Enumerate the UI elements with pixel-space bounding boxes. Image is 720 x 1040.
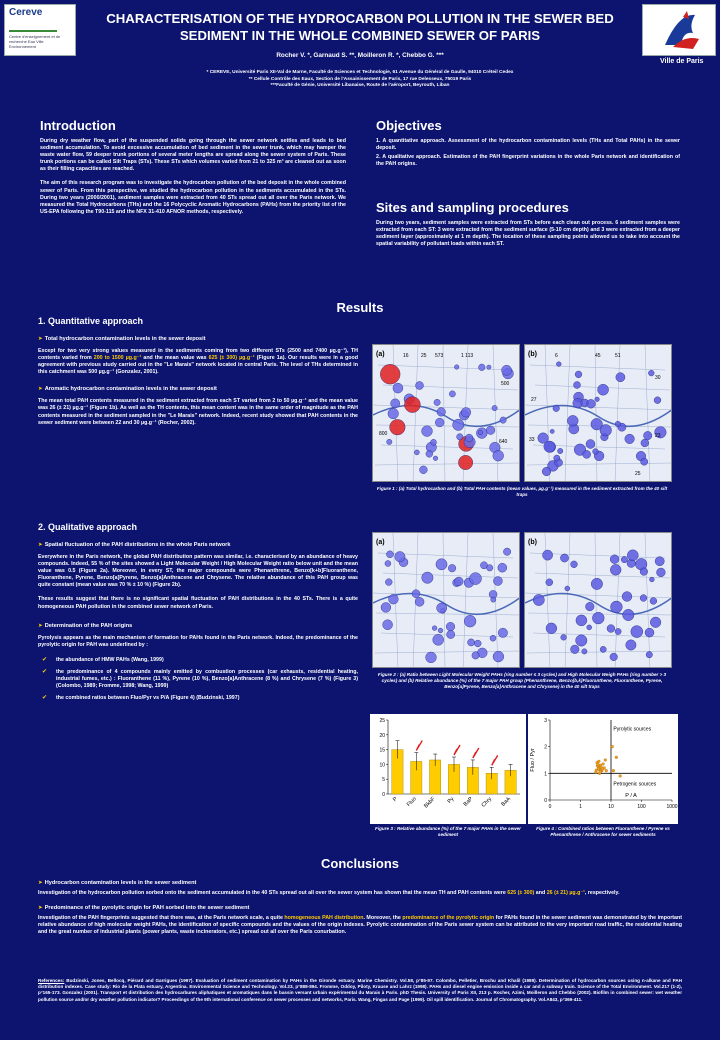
poster-title — [90, 10, 630, 44]
conclusions-title: Conclusions — [320, 856, 399, 871]
map-marker — [583, 450, 591, 458]
map-marker — [622, 592, 632, 602]
map-marker — [600, 425, 612, 437]
objectives-title: Objectives — [376, 118, 442, 133]
x-tick-label: 10 — [608, 804, 614, 810]
figure-4-svg — [528, 714, 678, 824]
map-marker — [387, 439, 392, 444]
quantitative-section — [38, 316, 358, 427]
map-marker — [502, 365, 512, 375]
introduction-title: Introduction — [40, 118, 116, 133]
conclusion-subhead-2 — [38, 905, 682, 911]
data-point — [615, 756, 618, 759]
affiliation-1: * CEREVE, Université Paris XII-Val de Marne, Faculté de Sciences et Technologie, 61 Avenue du Général de Gaulle, 94010 Créteil Cedex — [206, 70, 514, 75]
map-marker — [593, 449, 599, 455]
fig1a-value: 25 — [421, 353, 427, 359]
data-point — [599, 771, 602, 774]
checklist-item-text: the combined ratios between Fluo/Pyr vs P/A (Figure 4) (Budzinski, 1997) — [56, 695, 240, 702]
map-marker — [650, 598, 657, 605]
check-icon: ✔ — [42, 695, 48, 702]
fig1b-value: 27 — [531, 397, 537, 403]
data-point — [596, 763, 599, 766]
map-marker — [381, 603, 391, 613]
map-marker — [576, 635, 587, 646]
x-tick-label: Chry — [480, 796, 494, 809]
map-marker — [385, 561, 391, 567]
map-marker — [657, 568, 666, 577]
map-marker — [542, 467, 551, 476]
objectives-section — [376, 118, 680, 168]
map-marker — [641, 458, 648, 465]
arrow-icon: ➤ — [38, 880, 43, 886]
map-marker — [595, 397, 600, 402]
quantitative-title: 1. Quantitative approach — [38, 316, 144, 326]
map-marker — [550, 429, 554, 433]
conclusion-subhead-1-text: Hydrocarbon contamination levels in the sewer sediment — [44, 880, 197, 886]
conclusion-2-text-b: . Moreover, the — [363, 915, 403, 922]
map-marker — [587, 399, 596, 408]
map-marker — [420, 466, 428, 474]
figure-2b-label: (b) — [528, 539, 537, 546]
map-marker — [615, 421, 621, 427]
conclusion-1-highlight-th: 625 (± 300) — [507, 890, 535, 896]
x-tick-label: BkbF — [423, 796, 437, 810]
map-marker — [616, 373, 625, 382]
conclusion-1-highlight-pah: 26 (± 21) µg.g⁻¹ — [546, 890, 585, 896]
fig1b-value: 6 — [555, 353, 558, 359]
map-marker — [574, 382, 581, 389]
map-marker — [533, 594, 544, 605]
origins-paragraph: Pyrolysis appears as the main mechanism of formation for PAHs found in the Paris network. Indeed, the predominance of the pyrolytic origin for PAH was underlined by : — [38, 634, 358, 648]
map-marker — [486, 426, 495, 435]
map-marker — [454, 577, 463, 586]
map-marker — [498, 563, 507, 572]
map-marker — [546, 623, 557, 634]
cereve-logo-wave — [9, 20, 57, 32]
y-tick-label: 5 — [382, 777, 385, 784]
map-marker — [556, 362, 561, 367]
map-marker — [487, 365, 491, 369]
sites-paragraph: During two years, sediment samples were extracted from STs before each clean out process. 6 sediment samples were extracted from each ST: 3 were extracted from the sediment surface (5-10 cm depth) and 3 were extracted from a deeper sediment layer (approximately at 1 m depth). The location of these sampling points allowed us to take into account the spatial variability of pollutant loads within each ST. — [376, 220, 680, 248]
map-marker — [422, 426, 433, 437]
conclusions-section — [38, 880, 682, 936]
fig1a-value: 800 — [379, 431, 388, 437]
map-marker — [607, 625, 615, 633]
map-marker — [385, 579, 392, 586]
petrogenic-sources-annotation: Petrogenic sources — [613, 781, 657, 788]
map-marker — [610, 564, 621, 575]
fig1a-value: 16 — [403, 353, 409, 359]
map-marker — [650, 617, 661, 628]
y-tick-label: 25 — [379, 718, 385, 724]
map-marker — [435, 418, 444, 427]
map-marker — [478, 430, 483, 435]
introduction-paragraph-2: The aim of this research program was to investigate the hydrocarbon pollution of the bed deposit in the whole combined sewer of Paris. From this perspective, we studied the hydrocarbon pollution in the sediments accumulated in the STs. During two years (2000/2001), sediment samples were extracted from 40 STs spread out all over the Paris network. We measured the Total Hydrocarbons (THs) and the 16 Polycyclic Aromatic Hydrocarbons (PAHs) from the priority list of the US-EPA following the T90-115 and the NFX 31-410 AFNOR methods, respectively. — [40, 180, 346, 215]
y-tick-label: 3 — [544, 718, 547, 724]
map-marker — [598, 384, 609, 395]
affiliation-2: ** Cellule Contrôle des Eaux, Section de l'Assainissement de Paris, 17 rue Delesseux, 75019 Paris — [248, 76, 472, 82]
map-marker — [554, 455, 560, 461]
map-marker — [625, 434, 635, 444]
arrow-icon: ➤ — [38, 336, 43, 342]
th-text-c: (Figure 1a). Our results were in a good agreement with previous study carried out in the "Le Marais" network located in central Paris. The level of THs determined in this catchment was 500 µg.g⁻¹ (Gonzalez, 2001). — [38, 355, 359, 376]
x-tick-label: 0 — [548, 804, 552, 810]
x-tick-label: BaA — [500, 796, 512, 808]
cereve-logo-text: Cereve — [9, 7, 43, 18]
figure-2-caption: Figure 2 : (a) Ratio between Light Molecular Weight PAHs (ring number ≤ 3 cycles) and High Molecular Weigh PAHs (ring number > 3 cycles) and (b) Relative abundance (%) of the 7 major PAH group (Phenanthrene, Benzo[b,k]Fluoranthene, Fluoranthene, Pyrene, Benzo[a]Pyrene, Benzo[a]Anthracene and Chrysene) in the 40 silt traps — [377, 672, 667, 689]
map-marker — [621, 556, 627, 562]
map-marker — [464, 615, 476, 627]
sites-title: Sites and sampling procedures — [376, 200, 569, 215]
map-marker — [503, 548, 510, 555]
map-marker — [434, 399, 440, 405]
cereve-logo-subtitle: Centre d'enseignement et de recherche Eau Ville Environnement — [9, 34, 61, 49]
map-marker — [640, 595, 647, 602]
figure-1a-map — [372, 344, 520, 482]
map-marker — [493, 577, 502, 586]
map-marker — [383, 620, 393, 630]
th-paragraph — [38, 348, 358, 376]
conclusion-2-highlight-pyrolytic: predominance of the pyrolytic origin — [402, 915, 495, 922]
figure-4-chart — [528, 714, 678, 824]
figure-3-chart — [370, 714, 526, 824]
map-marker — [426, 652, 437, 663]
title-line-1: CHARACTERISATION OF THE HYDROCARBON POLLUTION IN THE SEWER BED — [106, 11, 614, 26]
results-title: Results — [336, 300, 384, 315]
map-marker — [544, 441, 555, 452]
map-marker — [479, 364, 486, 371]
map-marker — [446, 622, 455, 631]
map-marker — [592, 612, 604, 624]
y-tick-label: 1 — [544, 771, 547, 778]
map-marker — [433, 634, 444, 645]
objectives-paragraph-2: 2. A qualitative approach. Estimation of the PAH fingerprint variations in the whole Paris network and identification of the PAH origins. — [376, 154, 680, 168]
map-marker — [426, 451, 433, 458]
map-marker — [543, 550, 553, 560]
sites-section — [376, 200, 680, 248]
figure-1b-svg — [525, 345, 672, 482]
data-point — [611, 745, 614, 748]
map-marker — [576, 615, 587, 626]
figure-2b-map — [524, 532, 672, 668]
ville-de-paris-label: Ville de Paris — [660, 58, 704, 65]
map-marker — [416, 382, 424, 390]
origins-subhead-text: Determination of the PAH origins — [44, 622, 133, 629]
map-marker — [493, 450, 504, 461]
y-tick-label: 10 — [379, 762, 385, 769]
map-marker — [654, 397, 661, 404]
x-tick-label: Py — [446, 796, 456, 805]
map-marker — [493, 651, 504, 662]
figure-3-caption: Figure 3 : Relative abundance (%) of the 7 major PAHs in the sewer sediment — [375, 826, 521, 837]
map-marker — [586, 440, 595, 449]
conclusion-paragraph-1 — [38, 890, 682, 897]
map-marker — [447, 630, 455, 638]
data-point — [601, 768, 604, 771]
y-tick-label: 2 — [544, 744, 547, 751]
data-point — [605, 769, 608, 772]
figure-1b-label: (b) — [528, 351, 537, 358]
map-marker — [448, 564, 456, 572]
conclusion-2-text-a: Investigation of the PAH fingerprints suggested that there was, at the Paris network scale, a quite — [38, 915, 285, 922]
th-subhead — [38, 336, 358, 342]
map-marker — [546, 579, 553, 586]
origins-checklist — [38, 657, 358, 702]
qualitative-title: 2. Qualitative approach — [38, 522, 138, 532]
pah-paragraph: The mean total PAH contents measured in the sediment extracted from each ST varied from 2 to 50 µg.g⁻¹ and the mean value was 26 (± 21) µg.g⁻¹ (Figure 1b). As well as the TH contents, this mean content was in the same order of magnitude as the PAH contents measured in the sediment sampled in the "Le Marais" network. Indeed, recent study showed that PAH contents in the sewer sediment were between 22 and 30 µg.g⁻¹ (Rocher, 2002). — [38, 398, 358, 426]
figure-1-caption: Figure 1 : (a) Total hydrocarbon and (b) Total PAH contents (mean values, µg.g⁻¹) measured in the sediment extracted from the 40 silt traps — [376, 486, 668, 497]
affiliations — [90, 70, 630, 90]
fig1b-value: 33 — [529, 437, 535, 443]
map-marker — [453, 419, 464, 430]
ville-de-paris-logo — [642, 4, 716, 56]
check-icon: ✔ — [42, 668, 48, 675]
map-marker — [567, 415, 578, 426]
map-marker — [600, 646, 606, 652]
map-marker — [558, 448, 563, 453]
map-marker — [395, 552, 405, 562]
map-marker — [640, 568, 648, 576]
data-point — [597, 760, 600, 763]
conclusion-1-text-a: Investigation of the hydrocarbon pollution sorbed onto the sediment accumulated in the 40 STs spread out all over the sewer system has shown that the mean TH and PAH contents were — [38, 890, 508, 896]
data-point — [595, 769, 598, 772]
checklist-item — [38, 669, 358, 690]
map-marker — [565, 586, 570, 591]
map-marker — [437, 408, 446, 417]
map-marker — [575, 371, 582, 378]
figure-1a-label: (a) — [376, 351, 385, 358]
x-tick-label: BaP — [462, 796, 475, 808]
figure-2a-label: (a) — [376, 539, 385, 546]
map-marker — [571, 645, 580, 654]
arrow-icon: ➤ — [38, 622, 43, 629]
conclusion-1-text-c: , respectively. — [584, 890, 620, 896]
references-text: Budzinski, Jones, Bellocq, Piérard and Garrigues (1997). Evaluation of sediment contamination by PAHs in the Gironde estuary. Marine Chemistry. Vol.58, p°85-97. Colombo, Pelletier, Brochu and Khalil (1989). Determination of hydrocarbon sources using n-alkane and PAH distribution indexes. Case study: Rio de la Plata estuary, Argentina. Environmental Science and Technology. Vol.23, p°888-894. Fromme, Oddoy, Piloty, Krause and Lahrz (1998). PAHs and diesel engine emission inside a car and a subway train. Science of the Total Environment. Vol.217 (1-2), p°165-173. Gonzalez (2001). Transport et distribution des hydrocarbures aliphatiques et aromatiques dans le bassin versant urbain expérimental du Marais à Paris. phD Thesis. University of Paris XII, 213 p. Rocher, Azimi, Moilleron and Chebbo (2002). Biofilm in combined sewer: wet weather pollution source and/or dry weather pollution indicator? Proceedings of the 9th international conference on sewer processes and networks, Paris. Wang, Fingas and Page (1999). Oil spill identification. Journal of Chromatography. Vol.A843, p°369-411. — [38, 978, 682, 1002]
y-tick-label: 0 — [382, 792, 385, 798]
map-marker — [465, 434, 473, 442]
figure-2b-svg — [525, 533, 672, 668]
data-point — [602, 763, 605, 766]
fig1a-value: 1 113 — [461, 353, 474, 359]
pah-subhead — [38, 386, 358, 392]
spatial-paragraph-1: Everywhere in the Paris network, the global PAH distribution pattern was similar, i.e. characterised by an abundance of heavy compounds. Indeed, 55 % of the sites showed a Light Molecular Weight / High Molecular Weight ratio below unit and the mean value was 0.5 (Figure 2a). Moreover, in every ST, the major compounds were Phenanthrene, Benzo[k+b]Fluoranthene, Fluoranthene, Pyrene, Benzo[a]Pyrene, Benzo[a]Anthracene and Chrysene. The relative abundance of this PAH group was quite constant (mean value was 70 % ± 10 %) (Figure 2b). — [38, 554, 358, 589]
y-tick-label: 0 — [544, 798, 547, 804]
fig1b-value: 25 — [635, 471, 641, 477]
conclusion-1-text-b: and — [534, 890, 547, 896]
map-marker — [386, 551, 393, 558]
figure-1a-svg — [373, 345, 520, 482]
map-marker — [591, 578, 602, 589]
spatial-subhead — [38, 542, 358, 548]
map-marker — [389, 594, 399, 604]
map-marker — [390, 419, 406, 435]
map-marker — [627, 550, 638, 561]
map-marker — [615, 628, 621, 634]
pyrolytic-sources-annotation: Pyrolytic sources — [613, 726, 652, 733]
figure-1b-map — [524, 344, 672, 482]
arrow-icon: ➤ — [38, 905, 43, 912]
map-marker — [655, 557, 664, 566]
map-marker — [472, 652, 479, 659]
x-tick-label: 100 — [637, 804, 646, 810]
references — [38, 978, 682, 1003]
map-marker — [650, 577, 655, 582]
map-marker — [623, 609, 634, 620]
map-marker — [457, 434, 463, 440]
conclusion-subhead-1 — [38, 880, 682, 886]
map-marker — [458, 455, 472, 469]
data-point — [604, 759, 607, 762]
map-marker — [571, 561, 578, 568]
figure-3-svg — [370, 714, 526, 824]
map-marker — [587, 625, 592, 630]
map-marker — [582, 649, 587, 654]
map-marker — [641, 439, 649, 447]
fig1b-value: 51 — [615, 353, 621, 359]
conclusion-paragraph-2 — [38, 915, 682, 936]
th-text-a: Except for two very strong values measured in the sediments coming from two different STs (2500 and 7400 µg.g⁻¹), TH contents varied from — [38, 348, 358, 362]
map-marker — [415, 597, 424, 606]
arrow-icon: ➤ — [38, 542, 43, 548]
objectives-paragraph-1: 1. A quantitative approach. Assessment of the hydrocarbon contamination levels (THs and Total PAHs) in the sewer deposit. — [376, 138, 680, 152]
fig1a-value: 573 — [435, 353, 444, 359]
y-tick-label: 15 — [379, 747, 385, 754]
map-marker — [449, 391, 455, 397]
arrow-icon: ➤ — [38, 386, 43, 393]
fig1b-value: 45 — [595, 353, 601, 359]
map-marker — [610, 555, 619, 564]
map-marker — [644, 431, 652, 439]
map-marker — [438, 628, 443, 633]
map-marker — [461, 408, 471, 418]
map-marker — [646, 652, 652, 658]
figure-2a-svg — [373, 533, 520, 668]
map-marker — [433, 456, 438, 461]
map-marker — [492, 405, 497, 410]
map-marker — [422, 572, 433, 583]
map-marker — [470, 573, 482, 585]
map-marker — [586, 602, 595, 611]
figure-2a-map — [372, 532, 520, 668]
fig1b-value: 23 — [655, 433, 661, 439]
map-marker — [553, 405, 560, 412]
map-marker — [432, 626, 437, 631]
checklist-item — [38, 657, 358, 664]
map-marker — [393, 383, 403, 393]
introduction-section — [40, 118, 346, 216]
th-subhead-text: Total hydrocarbon contamination levels in the sewer deposit — [44, 336, 206, 342]
map-marker — [560, 554, 568, 562]
y-axis-label: Fluo / Pyr — [530, 748, 536, 772]
x-axis-label: P / A — [625, 793, 637, 799]
map-marker — [414, 450, 419, 455]
x-tick-label: P — [392, 796, 399, 804]
spatial-subhead-text: Spatial fluctuation of the PAH distributions in the whole Paris network — [44, 542, 231, 548]
map-marker — [412, 590, 420, 598]
map-marker — [437, 603, 447, 613]
map-marker — [454, 365, 459, 370]
data-point — [619, 775, 622, 778]
conclusion-2-text-c: for PAHs found in the sewer sediment was demonstrated by the important relative abundance of high molecular weight PAHs, the identification of specific compounds and the values of the origin indexes. Pyrolytic contamination of the Paris sewer system can be attributed to the very important road traffic, the residential heating and the great number of industrial plants (power plants, waste incinerators, etc.) spread out all over the Paris conurbation. — [38, 915, 682, 936]
fig1b-value: 30 — [655, 375, 661, 381]
map-marker — [610, 653, 618, 661]
map-marker — [648, 370, 654, 376]
map-marker — [388, 408, 399, 419]
map-marker — [431, 439, 437, 445]
map-marker — [468, 639, 475, 646]
y-tick-label: 20 — [379, 732, 385, 739]
x-tick-label: 1 — [579, 804, 582, 810]
checklist-item-text: the predominance of 4 compounds mainly emitted by combustion processes (car exhausts, residential heating, industrial fumes, etc.) : Fluoranthene (11 %), Pyrene (10 %), Benzo[a]Anthracene (8 %) and Chrysene (7 %) (Figure 3) (Colombo, 1989; Fromme, 1998; Wang, 1999) — [56, 668, 358, 690]
x-tick-label: Fluo — [405, 796, 418, 808]
th-highlight-mean: 625 (± 300) µg.g⁻¹ — [208, 355, 255, 362]
checklist-item — [38, 695, 358, 702]
map-marker — [491, 597, 496, 602]
map-marker — [404, 397, 420, 413]
affiliation-3: ***Faculté de Génie, Université Libanaise, Route de l'aéroport, Beyrouth, Liban — [270, 83, 450, 89]
conclusion-subhead-2-text: Predominance of the pyrolytic origin for PAH sorbed into the sewer sediment — [44, 905, 250, 912]
fig1a-value: 500 — [501, 381, 510, 387]
map-marker — [490, 635, 496, 641]
map-marker — [631, 626, 643, 638]
references-label: References: — [38, 978, 65, 983]
x-tick-label: 1000 — [666, 804, 678, 810]
map-marker — [487, 565, 493, 571]
map-marker — [436, 559, 447, 570]
map-marker — [380, 364, 400, 384]
map-marker — [500, 417, 506, 423]
map-marker — [498, 628, 507, 637]
conclusion-2-highlight-homogeneous: homogeneous PAH distribution — [284, 915, 364, 922]
data-point — [612, 769, 615, 772]
map-marker — [645, 628, 654, 637]
map-marker — [626, 640, 636, 650]
map-marker — [611, 601, 623, 613]
map-marker — [474, 640, 481, 647]
map-marker — [391, 399, 400, 408]
origins-subhead — [38, 623, 358, 629]
authors: Rocher V. *, Garnaud S. **, Moilleron R. *, Chebbo G. *** — [276, 52, 444, 59]
introduction-paragraph-1: During dry weather flow, part of the suspended solids going through the sewer network settles and leads to bed sediment accumulation. To avoid excessive accumulation of bed sediment in the sewer trunk, which may hamper the waste water flow, 59 deeper trunk portions of several meter lengths are spread along the sewer system of Paris. These trunk portions can be called Silt Traps (STs). These STs which volumes varied from 21 to 325 m³ are cleaned out as soon as their filling capacities are reached. — [40, 138, 346, 173]
pah-subhead-text: Aromatic hydrocarbon contamination levels in the sewer deposit — [44, 386, 217, 393]
map-marker — [561, 634, 567, 640]
qualitative-section — [38, 522, 358, 707]
checklist-item-text: the abundance of HMW PAHs (Wang, 1999) — [56, 656, 164, 663]
check-icon: ✔ — [42, 656, 48, 663]
fig1a-value: 640 — [499, 439, 508, 445]
th-highlight-range: 200 to 1500 µg.g⁻¹ — [93, 355, 142, 362]
th-text-b: and the mean value was — [141, 355, 209, 362]
title-line-2: SEDIMENT IN THE WHOLE COMBINED SEWER OF PARIS — [179, 28, 541, 43]
cereve-logo — [4, 4, 76, 56]
figure-4-caption: Figure 4 : Combined ratios between Fluoranthene / Pyrene vs Phenanthrene / Anthracene for sewer sediments — [536, 826, 670, 837]
spatial-paragraph-2: These results suggest that there is no significant spatial fluctuation of PAH distributions in the 40 STs. There is a quite homogeneous PAH pollution in the combined sewer network of Paris. — [38, 596, 358, 610]
